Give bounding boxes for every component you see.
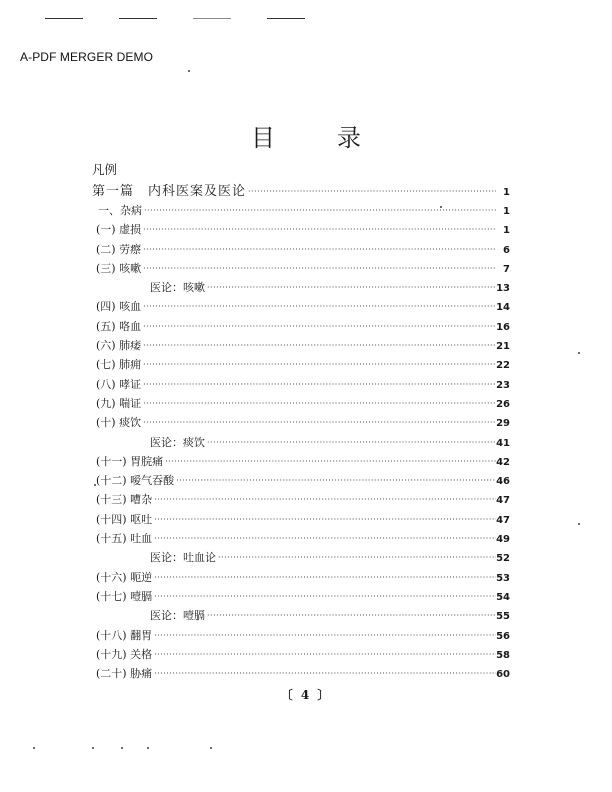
dot-leader <box>143 360 496 369</box>
header-rule <box>45 18 83 19</box>
toc-page-number: 26 <box>496 398 510 410</box>
dot-leader <box>165 457 496 466</box>
dot-leader <box>143 245 496 254</box>
dot-leader <box>143 302 496 311</box>
toc-label: (一) 虚损 <box>96 223 142 237</box>
dot-leader <box>248 187 496 196</box>
scan-speck <box>578 523 580 525</box>
dot-leader <box>143 418 496 427</box>
toc-label: (七) 肺痈 <box>96 358 142 372</box>
toc-page-number: 29 <box>496 418 510 430</box>
header-rule <box>267 18 305 19</box>
toc-section-entry[interactable] <box>92 241 510 260</box>
toc-label: (三) 咳嗽 <box>96 261 142 275</box>
toc-label: (十四) 呕吐 <box>96 512 153 526</box>
toc-page-number: 41 <box>496 437 510 449</box>
toc-section-entry[interactable] <box>92 453 510 472</box>
dot-leader <box>143 264 496 273</box>
title-char-2: 录 <box>337 124 361 152</box>
dot-leader <box>154 650 496 659</box>
dot-leader <box>143 322 496 331</box>
toc-page-number: 13 <box>496 283 510 295</box>
toc-page-number: 6 <box>503 244 510 256</box>
dot-leader <box>176 476 496 485</box>
toc-label: (十五) 吐血 <box>96 532 153 546</box>
toc-essay-entry[interactable] <box>92 279 510 298</box>
toc-page-number: 54 <box>496 591 510 603</box>
scan-speck <box>147 747 149 749</box>
toc-entries <box>92 221 510 684</box>
toc-section-entry[interactable] <box>92 414 510 433</box>
toc-section-entry[interactable] <box>92 376 510 395</box>
watermark-text: A-PDF MERGER DEMO <box>20 50 154 64</box>
dot-leader <box>154 592 496 601</box>
dot-leader <box>154 631 496 640</box>
toc-label: (二十) 胁痛 <box>96 667 153 681</box>
toc-page-number: 42 <box>496 456 510 468</box>
toc-label: 医论：痰饮 <box>150 435 205 449</box>
toc-label: 凡例 <box>92 162 118 177</box>
dot-leader <box>143 225 496 234</box>
toc-essay-entry[interactable] <box>92 607 510 626</box>
toc-label: 第一篇 内科医案及医论 <box>92 184 247 199</box>
toc-label: (十六) 呃逆 <box>96 570 153 584</box>
toc-page-number: 58 <box>496 649 510 661</box>
toc-page-number: 47 <box>496 495 510 507</box>
toc-section-entry[interactable] <box>92 665 510 684</box>
toc-section-entry[interactable] <box>92 627 510 646</box>
toc-section-entry[interactable] <box>92 569 510 588</box>
title-char-1: 目 <box>251 124 275 152</box>
toc-page-number: 46 <box>496 476 510 488</box>
toc-page-number: 52 <box>496 553 510 565</box>
dot-leader <box>154 573 496 582</box>
toc-page-number: 21 <box>496 341 510 353</box>
toc-chapter[interactable] <box>92 202 510 221</box>
toc-section-entry[interactable] <box>92 472 510 491</box>
toc-label: (五) 咯血 <box>96 319 142 333</box>
toc-essay-entry[interactable] <box>92 549 510 568</box>
toc-section-entry[interactable] <box>92 491 510 510</box>
toc-essay-entry[interactable] <box>92 434 510 453</box>
dot-leader <box>143 380 496 389</box>
dot-leader <box>207 283 496 292</box>
toc-part[interactable] <box>92 180 510 202</box>
toc-label: (八) 哮证 <box>96 377 142 391</box>
toc-label: 医论：吐血论 <box>150 551 216 565</box>
dot-leader <box>207 611 496 620</box>
toc-section-entry[interactable] <box>92 395 510 414</box>
toc-label: 医论：咳嗽 <box>150 281 205 295</box>
toc-label: (十九) 关格 <box>96 647 153 661</box>
toc-section-entry[interactable] <box>92 221 510 240</box>
toc-section-entry[interactable] <box>92 298 510 317</box>
dot-leader <box>154 515 496 524</box>
toc-section-entry[interactable] <box>92 260 510 279</box>
header-rule <box>119 18 157 19</box>
header-rule <box>193 18 231 19</box>
toc-label: (六) 肺痿 <box>96 339 142 353</box>
toc-label: (十) 痰饮 <box>96 416 142 430</box>
toc-page-number: 60 <box>496 669 510 681</box>
toc-page-number: 56 <box>496 630 510 642</box>
toc-page-number: 1 <box>503 225 510 237</box>
dot-leader <box>154 669 496 678</box>
toc-label: (十七) 噎膈 <box>96 589 153 603</box>
dot-leader <box>154 534 496 543</box>
toc-section-entry[interactable] <box>92 356 510 375</box>
toc-page-number: 7 <box>503 263 510 275</box>
toc-page-number: 49 <box>496 534 510 546</box>
toc-label: (十一) 胃脘痛 <box>96 454 164 468</box>
toc-label: (十二) 嗳气吞酸 <box>96 474 175 488</box>
dot-leader <box>154 495 496 504</box>
toc-label: (十三) 嘈杂 <box>96 493 153 507</box>
table-of-contents <box>92 160 510 684</box>
toc-section-entry[interactable] <box>92 511 510 530</box>
toc-page-number: 23 <box>496 379 510 391</box>
dot-leader <box>218 553 496 562</box>
toc-section-entry[interactable] <box>92 588 510 607</box>
dot-leader <box>143 341 496 350</box>
toc-label: (四) 咳血 <box>96 300 142 314</box>
toc-page-number: 53 <box>496 572 510 584</box>
toc-label: 医论：噎膈 <box>150 609 205 623</box>
scan-speck <box>188 70 190 72</box>
scan-speck <box>578 352 580 354</box>
scan-speck <box>92 747 94 749</box>
toc-section-entry[interactable] <box>92 318 510 337</box>
toc-page-number: 16 <box>496 321 510 333</box>
toc-page-number: 47 <box>496 514 510 526</box>
toc-label: (十八) 翻胃 <box>96 628 153 642</box>
scan-speck <box>210 747 212 749</box>
scan-speck <box>33 747 35 749</box>
dot-leader <box>143 399 496 408</box>
toc-front-matter[interactable] <box>92 160 510 180</box>
toc-section-entry[interactable] <box>92 530 510 549</box>
toc-page-number: 1 <box>503 187 510 198</box>
toc-page-number: 14 <box>496 302 510 314</box>
toc-label: (九) 喘证 <box>96 396 142 410</box>
toc-page-number: 22 <box>496 360 510 372</box>
page-number: 〔 4 〕 <box>280 688 332 702</box>
toc-section-entry[interactable] <box>92 337 510 356</box>
toc-page-number: 1 <box>503 206 510 217</box>
dot-leader <box>207 438 496 447</box>
toc-label: (二) 劳瘵 <box>96 242 142 256</box>
scan-speck <box>121 747 123 749</box>
dot-leader <box>144 206 496 215</box>
toc-label: 一、杂病 <box>98 204 142 217</box>
page-title <box>0 118 612 153</box>
toc-page-number: 55 <box>496 611 510 623</box>
toc-section-entry[interactable] <box>92 646 510 665</box>
